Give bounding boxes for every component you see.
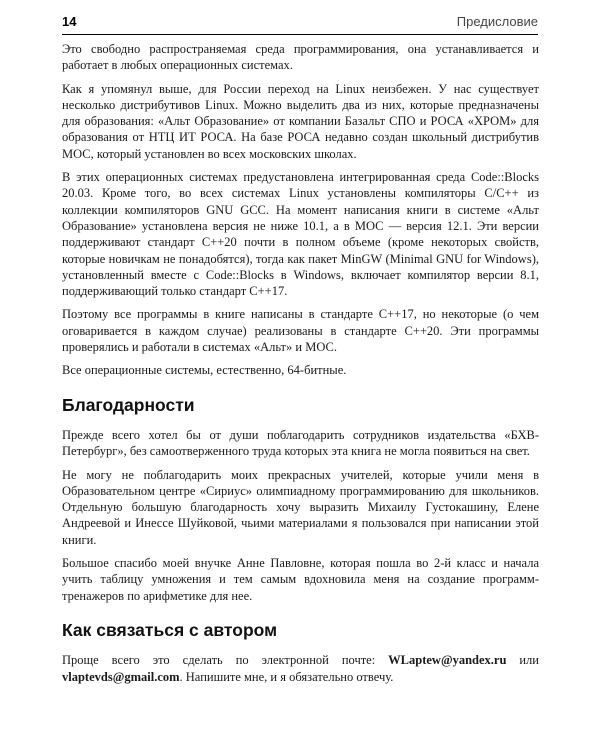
contact-text: Проще всего это сделать по электронной почте: <box>62 653 389 668</box>
email-link-secondary[interactable]: vlaptevds@gmail.com <box>62 669 180 684</box>
paragraph: Как я упомянул выше, для России переход на Linux неизбежен. У нас существует несколько дистрибутивов Linux. Можно выделить два из них, которые предназначены для образования: «Альт Образование» от компании Базальт СПО и РОСА «ХРОМ» для образования от НТЦ ИТ РОСА. На базе РОСА недавно создан школьный дистрибутив МОС, который установлен во всех московских школах. <box>62 81 539 161</box>
paragraph: Прежде всего хотел бы от души поблагодарить сотрудников издательства «БХВ-Петербург», без самоотверженного труда которых эта книга не могла появиться на свет. <box>62 427 539 459</box>
contact-text: или <box>506 653 539 668</box>
contact-text: . Напишите мне, и я обязательно отвечу. <box>179 669 394 684</box>
paragraph: В этих операционных системах предустановлена интегрированная среда Code::Blocks 20.03. Кроме того, во всех системах Linux установлены компиляторы C/C++ из коллекции компиляторов GNU GCC. На момент написания книги в системе «Альт Образование» установлена версия не ниже 10.1, а в МОС — версия 12.1. Эти версии поддерживают стандарт C++20 почти в полном объеме (кроме некоторых свойств, которые новичкам не понадобятся), тогда как пакет MinGW (Minimal GNU for Windows), установленный вместе с Code::Blocks в Windows, включает компилятор версии 8.1, поддерживающий только стандарт C++17. <box>62 170 539 299</box>
paragraph: Все операционные системы, естественно, 64-битные. <box>62 363 347 378</box>
section-heading-contact: Как связаться с автором <box>62 619 278 640</box>
running-title: Предисловие <box>456 14 538 29</box>
page-header <box>62 10 538 35</box>
page-number: 14 <box>62 14 77 29</box>
paragraph: Поэтому все программы в книге написаны в стандарте C++17, но некоторые (о чем оговаривается в каждом случае) реализованы в стандарте C++20. Эти программы проверялись и работали в системах «Альт» и МОС. <box>62 307 539 355</box>
page-content <box>62 41 539 692</box>
section-heading-acknowledgements: Благодарности <box>62 394 195 415</box>
contact-paragraph <box>62 652 539 685</box>
paragraph: Это свободно распространяемая среда программирования, она устанавливается и работает в любых операционных системах. <box>62 42 539 73</box>
email-link-primary[interactable]: WLaptew@yandex.ru <box>388 653 507 668</box>
paragraph: Не могу не поблагодарить моих прекрасных учителей, которые учили меня в Образовательном центре «Сириус» олимпиадному программированию для школьников. Отдельную большую благодарность хочу выразить Михаилу Густокашину, Елене Андреевой и Инессе Шуйковой, чьими материалами я пользовался при написании этой книги. <box>62 467 539 547</box>
paragraph: Большое спасибо моей внучке Анне Павловне, которая пошла во 2-й класс и начала учить таблицу умножения и тем самым вдохновила меня на создание программ-тренажеров по арифметике для нее. <box>62 556 539 603</box>
